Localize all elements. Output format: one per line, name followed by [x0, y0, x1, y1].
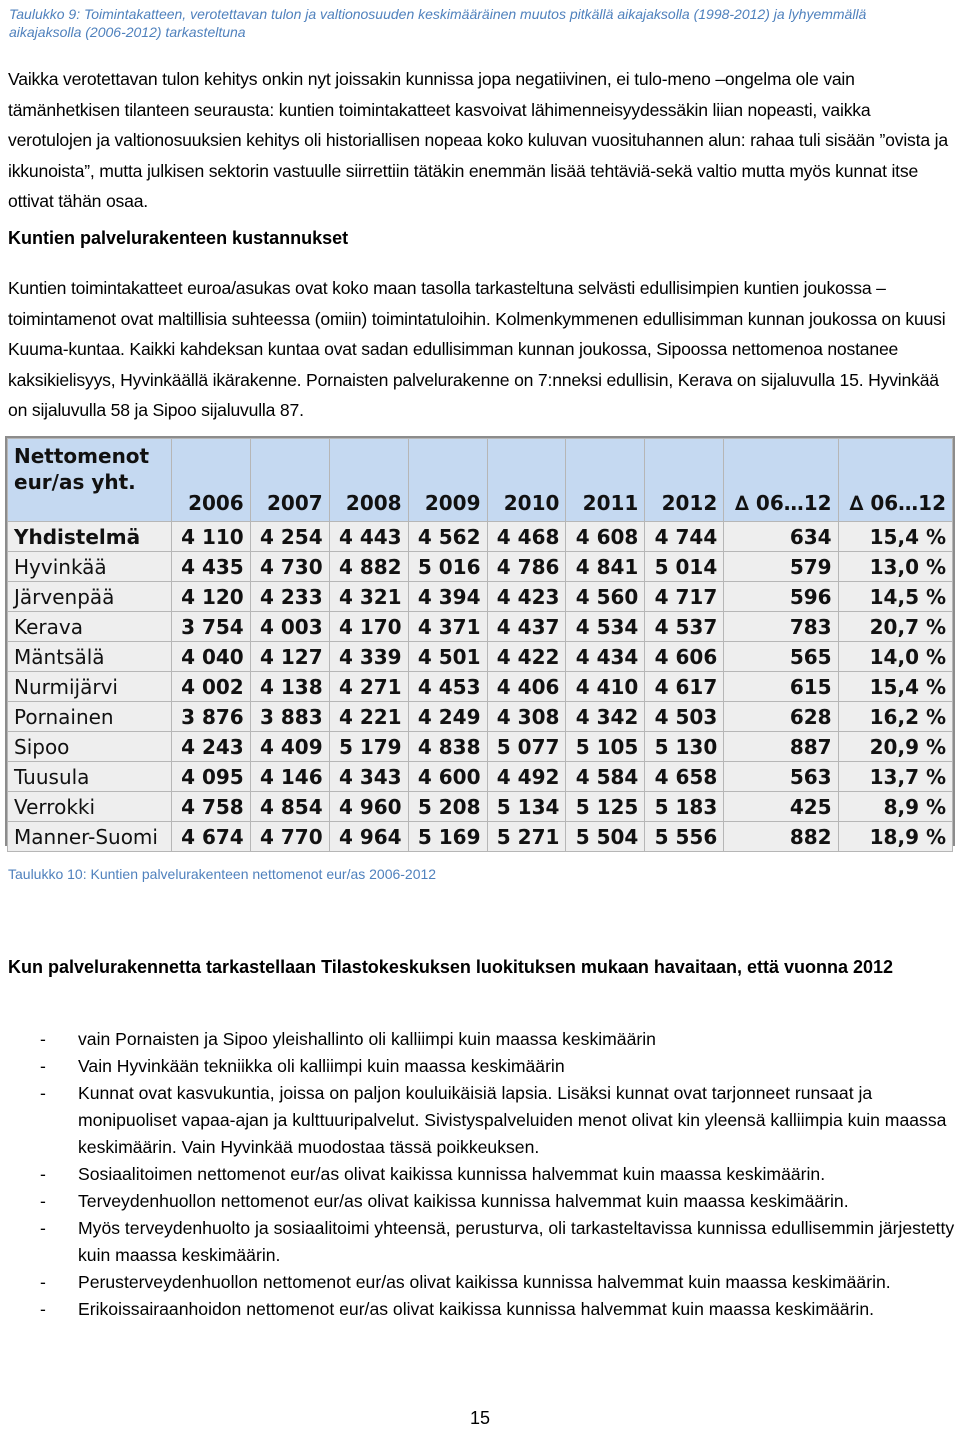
list-item	[8, 1296, 958, 1323]
table-cell: 5 077	[487, 732, 566, 762]
table-cell: 5 130	[645, 732, 724, 762]
table-cell: 3 876	[171, 702, 250, 732]
table-row	[8, 522, 953, 552]
municipality-name: Hyvinkää	[8, 552, 172, 582]
table-cell: 4 308	[487, 702, 566, 732]
column-header: 2007	[250, 439, 329, 522]
table-header-row	[8, 439, 953, 522]
table-row	[8, 552, 953, 582]
table-cell: 4 717	[645, 582, 724, 612]
table-cell: 4 040	[171, 642, 250, 672]
list-item	[8, 1053, 958, 1080]
classification-heading: Kun palvelurakennetta tarkastellaan Tilastokeskuksen luokituksen mukaan havaitaan, että vuonna 2012	[8, 957, 894, 977]
column-header: 2006	[171, 439, 250, 522]
table-cell: 4 435	[171, 552, 250, 582]
table-cell: 5 134	[487, 792, 566, 822]
table-cell: 4 584	[566, 762, 645, 792]
table-cell: 5 179	[329, 732, 408, 762]
table-cell: 4 600	[408, 762, 487, 792]
table-cell: 4 658	[645, 762, 724, 792]
table-cell: 4 770	[250, 822, 329, 852]
bullet-marker: -	[40, 1056, 46, 1076]
list-item-text: Myös terveydenhuolto ja sosiaalitoimi yhteensä, perusturva, oli tarkasteltavissa kunnissa edullisemmin järjestetty kuin maassa keskimäärin.	[78, 1218, 955, 1265]
intro-paragraph: Vaikka verotettavan tulon kehitys onkin nyt joissakin kunnissa jopa negatiivinen, ei tulo-meno –ongelma ole vain tämänhetkisen tilanteen seurausta: kuntien toimintakatteet kasvoivat lähimenneisyydessäkin liian nopeasti, vaikka verotulojen ja valtionosuuksien kehitys oli historiallisen nopeaa koko kuluvan vuosituhannen alun: rahaa tuli sisään ”ovista ja ikkunoista”, mutta julkisen sektorin vastuulle siirrettiin tätäkin enemmän lisää tehtäviä-sekä valtio mutta myös kunnat itse ottivat tähän osaa.	[8, 69, 948, 211]
table-cell: 4 127	[250, 642, 329, 672]
table-cell: 628	[724, 702, 838, 732]
table-cell: 887	[724, 732, 838, 762]
column-header: 2010	[487, 439, 566, 522]
table-cell: 5 169	[408, 822, 487, 852]
table-cell: 4 321	[329, 582, 408, 612]
table-cell: 4 110	[171, 522, 250, 552]
table-9-caption: Taulukko 9: Toimintakatteen, verotettavan tulon ja valtionosuuden keskimääräinen muutos pitkällä aikajaksolla (1998-2012) ja lyhyemmällä aikajaksolla (2006-2012) tarkasteltuna	[9, 6, 867, 40]
table-cell: 13,7 %	[838, 762, 952, 792]
municipality-name: Sipoo	[8, 732, 172, 762]
column-header: 2011	[566, 439, 645, 522]
table-cell: 634	[724, 522, 838, 552]
table-cell: 20,9 %	[838, 732, 952, 762]
table-cell: 4 422	[487, 642, 566, 672]
table-cell: 4 371	[408, 612, 487, 642]
bullet-marker: -	[40, 1218, 46, 1238]
table-cell: 4 537	[645, 612, 724, 642]
cost-paragraph: Kuntien toimintakatteet euroa/asukas ovat koko maan tasolla tarkasteltuna selvästi edullisimpien kuntien joukossa – toimintamenot ovat maltillisia suhteessa (omiin) toimintatuloihin. Kolmenkymmenen edullisimman kunnan joukossa on kuusi Kuuma-kuntaa. Kaikki kahdeksan kuntaa ovat sadan edullisimman kunnan joukossa, Sipoossa nettomenoa nostanee kaksikielisyys, Hyvinkäällä ikärakenne. Pornaisten palvelurakenne on 7:nneksi edullisin, Kerava on sijaluvulla 15. Hyvinkää on sijaluvulla 58 ja Sipoo sijaluvulla 87.	[8, 278, 946, 420]
municipality-name: Yhdistelmä	[8, 522, 172, 552]
table-row	[8, 762, 953, 792]
table-row	[8, 642, 953, 672]
table-cell: 4 254	[250, 522, 329, 552]
table-cell: 565	[724, 642, 838, 672]
municipality-name: Mäntsälä	[8, 642, 172, 672]
table-cell: 4 271	[329, 672, 408, 702]
table-cell: 4 249	[408, 702, 487, 732]
list-item	[8, 1080, 958, 1161]
table-cell: 4 146	[250, 762, 329, 792]
list-item-text: vain Pornaisten ja Sipoo yleishallinto oli kalliimpi kuin maassa keskimäärin	[78, 1029, 656, 1049]
table-cell: 4 503	[645, 702, 724, 732]
table-cell: 4 443	[329, 522, 408, 552]
municipality-name: Pornainen	[8, 702, 172, 732]
table-row	[8, 612, 953, 642]
municipality-name: Kerava	[8, 612, 172, 642]
list-item-text: Perusterveydenhuollon nettomenot eur/as olivat kaikissa kunnissa halvemmat kuin maassa keskimäärin.	[78, 1272, 891, 1292]
table-cell: 4 343	[329, 762, 408, 792]
column-header: 2008	[329, 439, 408, 522]
table-cell: 4 606	[645, 642, 724, 672]
column-header: 2012	[645, 439, 724, 522]
table-cell: 4 120	[171, 582, 250, 612]
table-cell: 14,0 %	[838, 642, 952, 672]
table-row	[8, 672, 953, 702]
table-cell: 563	[724, 762, 838, 792]
table-cell: 20,7 %	[838, 612, 952, 642]
column-header: ∆ 06…12	[724, 439, 838, 522]
bullet-marker: -	[40, 1272, 46, 1292]
table-cell: 13,0 %	[838, 552, 952, 582]
list-item-text: Vain Hyvinkään tekniikka oli kalliimpi kuin maassa keskimäärin	[78, 1056, 565, 1076]
table-cell: 5 125	[566, 792, 645, 822]
list-item	[8, 1161, 958, 1188]
table-cell: 5 105	[566, 732, 645, 762]
list-item-text: Erikoissairaanhoidon nettomenot eur/as olivat kaikissa kunnissa halvemmat kuin maassa keskimäärin.	[78, 1299, 875, 1319]
table-cell: 4 138	[250, 672, 329, 702]
table-cell: 4 003	[250, 612, 329, 642]
table-cell: 15,4 %	[838, 672, 952, 702]
table-cell: 4 423	[487, 582, 566, 612]
table-cell: 5 504	[566, 822, 645, 852]
column-header: ∆ 06…12	[838, 439, 952, 522]
table-cell: 4 501	[408, 642, 487, 672]
bullet-marker: -	[40, 1083, 46, 1103]
table-10-caption: Taulukko 10: Kuntien palvelurakenteen nettomenot eur/as 2006-2012	[8, 866, 437, 882]
table-cell: 5 271	[487, 822, 566, 852]
table-cell: 5 014	[645, 552, 724, 582]
table-cell: 4 342	[566, 702, 645, 732]
table-cell: 3 754	[171, 612, 250, 642]
corner-label-line2: eur/as yht.	[14, 470, 136, 494]
table-cell: 4 409	[250, 732, 329, 762]
table-row	[8, 822, 953, 852]
table-cell: 882	[724, 822, 838, 852]
table-cell: 4 608	[566, 522, 645, 552]
bullet-marker: -	[40, 1299, 46, 1319]
municipality-name: Manner-Suomi	[8, 822, 172, 852]
bullet-marker: -	[40, 1191, 46, 1211]
table-cell: 4 221	[329, 702, 408, 732]
table-cell: 4 786	[487, 552, 566, 582]
table-cell: 4 434	[566, 642, 645, 672]
list-item-text: Kunnat ovat kasvukuntia, joissa on paljon kouluikäisiä lapsia. Lisäksi kunnat ovat tarjonneet runsaat ja monipuoliset vapaa-ajan ja kulttuuripalvelut. Sivistyspalveluiden menot olivat kin yleensä kalliimpia kuin maassa keskimäärin. Vain Hyvinkää muodostaa tässä poikkeuksen.	[78, 1083, 947, 1157]
table-cell: 4 617	[645, 672, 724, 702]
table-cell: 4 406	[487, 672, 566, 702]
bullet-marker: -	[40, 1164, 46, 1184]
table-cell: 4 339	[329, 642, 408, 672]
table-cell: 4 730	[250, 552, 329, 582]
table-cell: 4 534	[566, 612, 645, 642]
net-costs-table	[7, 438, 953, 852]
list-item	[8, 1215, 958, 1269]
table-cell: 4 882	[329, 552, 408, 582]
bullet-marker: -	[40, 1029, 46, 1049]
table-cell: 14,5 %	[838, 582, 952, 612]
table-cell: 4 170	[329, 612, 408, 642]
table-row	[8, 792, 953, 822]
table-cell: 5 208	[408, 792, 487, 822]
table-cell: 596	[724, 582, 838, 612]
list-item-text: Terveydenhuollon nettomenot eur/as olivat kaikissa kunnissa halvemmat kuin maassa keskimäärin.	[78, 1191, 849, 1211]
table-cell: 4 854	[250, 792, 329, 822]
table-cell: 4 243	[171, 732, 250, 762]
table-body	[8, 522, 953, 852]
corner-label-line1: Nettomenot	[14, 444, 150, 468]
table-cell: 3 883	[250, 702, 329, 732]
table-cell: 4 394	[408, 582, 487, 612]
table-cell: 4 453	[408, 672, 487, 702]
table-cell: 4 744	[645, 522, 724, 552]
table-cell: 4 960	[329, 792, 408, 822]
page-number: 15	[469, 1408, 491, 1428]
table-cell: 4 838	[408, 732, 487, 762]
net-costs-table-frame	[5, 436, 955, 849]
list-item	[8, 1269, 958, 1296]
table-cell: 4 841	[566, 552, 645, 582]
table-cell: 16,2 %	[838, 702, 952, 732]
table-cell: 5 016	[408, 552, 487, 582]
list-item	[8, 1026, 958, 1053]
municipality-name: Järvenpää	[8, 582, 172, 612]
table-cell: 4 964	[329, 822, 408, 852]
table-cell: 4 437	[487, 612, 566, 642]
table-cell: 4 758	[171, 792, 250, 822]
table-cell: 615	[724, 672, 838, 702]
list-item	[8, 1188, 958, 1215]
table-row	[8, 582, 953, 612]
table-cell: 4 562	[408, 522, 487, 552]
municipality-name: Verrokki	[8, 792, 172, 822]
table-row	[8, 702, 953, 732]
table-cell: 5 556	[645, 822, 724, 852]
table-cell: 4 492	[487, 762, 566, 792]
table-cell: 4 233	[250, 582, 329, 612]
column-header: 2009	[408, 439, 487, 522]
municipality-name: Tuusula	[8, 762, 172, 792]
table-cell: 783	[724, 612, 838, 642]
table-cell: 5 183	[645, 792, 724, 822]
table-corner-label	[8, 439, 172, 522]
table-cell: 18,9 %	[838, 822, 952, 852]
table-cell: 8,9 %	[838, 792, 952, 822]
table-cell: 4 674	[171, 822, 250, 852]
municipality-name: Nurmijärvi	[8, 672, 172, 702]
table-cell: 15,4 %	[838, 522, 952, 552]
table-row	[8, 732, 953, 762]
findings-list	[8, 1026, 958, 1323]
table-cell: 4 468	[487, 522, 566, 552]
table-cell: 4 560	[566, 582, 645, 612]
table-cell: 4 095	[171, 762, 250, 792]
list-item-text: Sosiaalitoimen nettomenot eur/as olivat kaikissa kunnissa halvemmat kuin maassa keskimäärin.	[78, 1164, 826, 1184]
section-heading: Kuntien palvelurakenteen kustannukset	[8, 228, 349, 248]
table-cell: 579	[724, 552, 838, 582]
table-cell: 4 002	[171, 672, 250, 702]
table-cell: 425	[724, 792, 838, 822]
table-cell: 4 410	[566, 672, 645, 702]
